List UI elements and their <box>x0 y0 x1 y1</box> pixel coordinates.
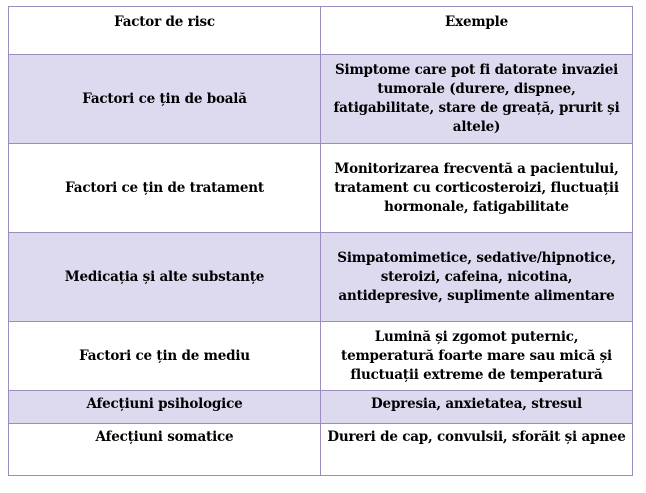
table-row <box>9 424 633 476</box>
examples-cell: Depresia, anxietatea, stresul <box>321 391 633 424</box>
examples-cell: Simpatomimetice, sedative/hipnotice, steroizi, cafeina, nicotina, antidepresive, suplimente alimentare <box>321 233 633 322</box>
table-row <box>9 391 633 424</box>
examples-cell: Dureri de cap, convulsii, sforăit și apnee <box>321 424 633 476</box>
factor-cell: Factori ce țin de mediu <box>9 322 321 391</box>
examples-cell: Simptome care pot fi datorate invaziei tumorale (durere, dispnee, fatigabilitate, stare de greață, prurit și altele) <box>321 55 633 144</box>
factor-cell: Afecțiuni somatice <box>9 424 321 476</box>
factor-cell: Factori ce țin de tratament <box>9 144 321 233</box>
table-row <box>9 55 633 144</box>
table-header-row <box>9 7 633 55</box>
table-row <box>9 322 633 391</box>
risk-factors-table-container <box>8 6 633 476</box>
factor-cell: Medicația și alte substanțe <box>9 233 321 322</box>
table-row <box>9 144 633 233</box>
factor-cell: Factori ce țin de boală <box>9 55 321 144</box>
examples-cell: Monitorizarea frecventă a pacientului, tratament cu corticosteroizi, fluctuații hormonale, fatigabilitate <box>321 144 633 233</box>
header-factor: Factor de risc <box>9 7 321 55</box>
factor-cell: Afecțiuni psihologice <box>9 391 321 424</box>
table-row <box>9 233 633 322</box>
examples-cell: Lumină și zgomot puternic, temperatură foarte mare sau mică și fluctuații extreme de temperatură <box>321 322 633 391</box>
risk-factors-table <box>8 6 633 476</box>
header-examples: Exemple <box>321 7 633 55</box>
